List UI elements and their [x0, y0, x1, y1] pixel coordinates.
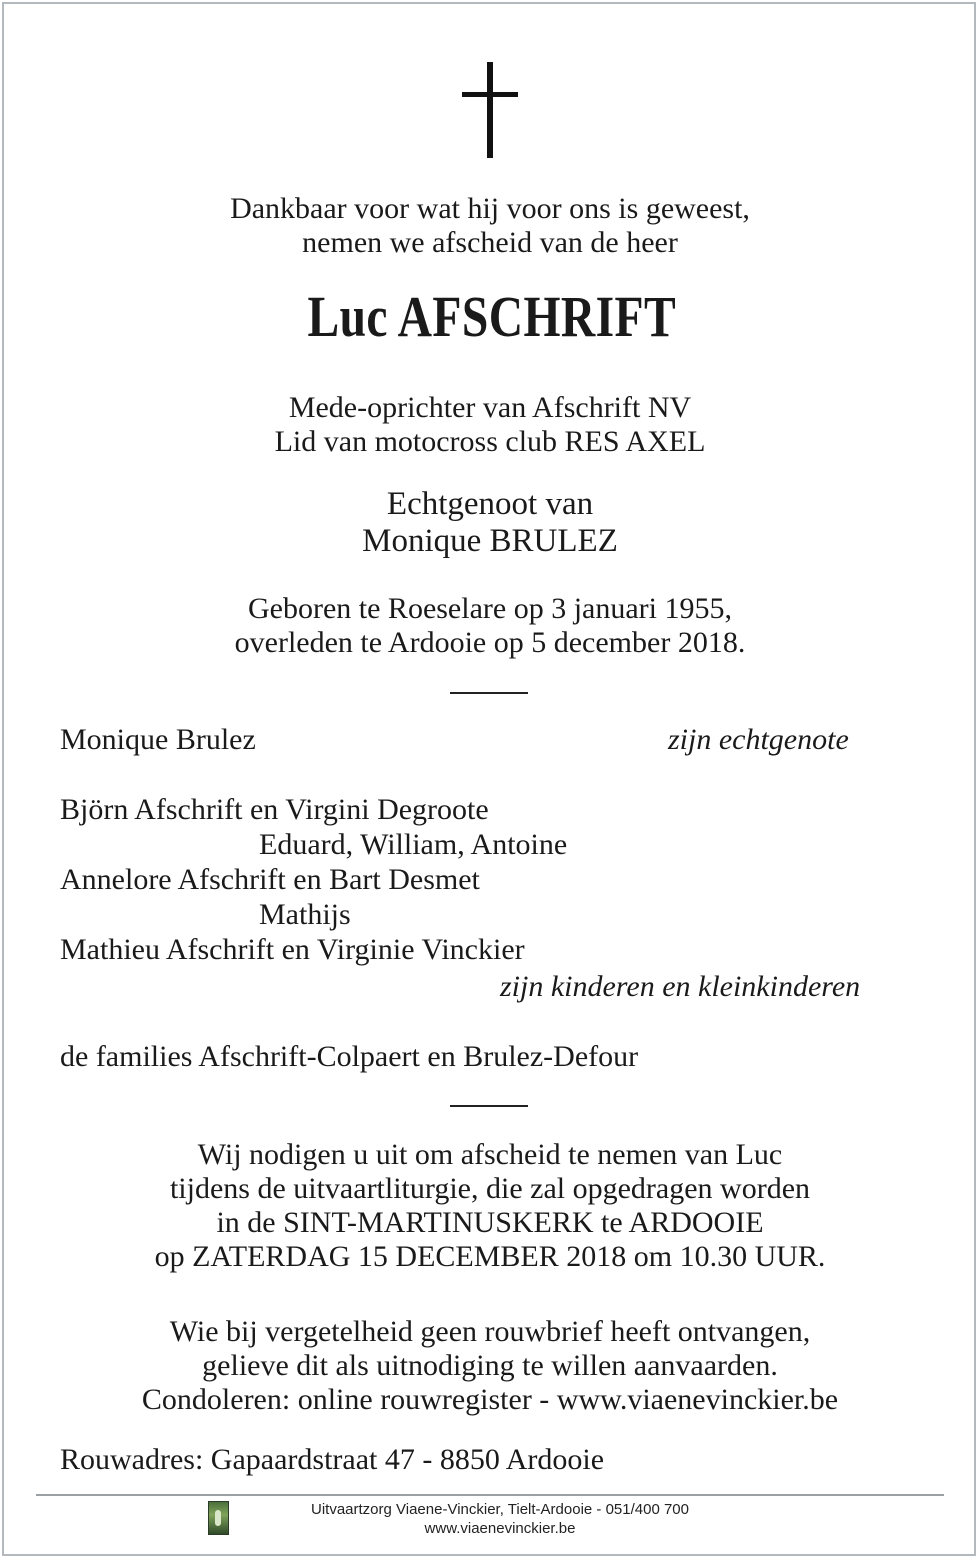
spouse-relation: zijn echtgenote: [668, 723, 849, 756]
notice-line-2: gelieve dit als uitnodiging te willen aanvaarden.: [202, 1349, 778, 1382]
cross-horizontal-bar: [462, 92, 518, 97]
ceremony-line-1: Wij nodigen u uit om afscheid te nemen van Luc: [197, 1138, 783, 1171]
notice-text: [0, 1315, 980, 1417]
intro-line-1: Dankbaar voor wat hij voor ons is geweest,: [230, 192, 750, 225]
deceased-roles: [0, 391, 980, 459]
ceremony-line-4: op ZATERDAG 15 DECEMBER 2018 om 10.30 UUR.: [154, 1240, 826, 1273]
ceremony-line-2: tijdens de uitvaartliturgie, die zal opgedragen worden: [169, 1172, 811, 1205]
role-line-1: Mede-oprichter van Afschrift NV: [288, 391, 692, 424]
died-line: overleden te Ardooie op 5 december 2018.: [234, 626, 746, 659]
ceremony-line-3: in de SINT-MARTINUSKERK te ARDOOIE: [216, 1206, 764, 1239]
footer-line-1: Uitvaartzorg Viaene-Vinckier, Tielt-Ardooie - 051/400 700: [311, 1501, 689, 1518]
deceased-name: Luc AFSCHRIFT: [307, 284, 677, 349]
spouse-label: Echtgenoot van: [386, 486, 594, 522]
families-line: de families Afschrift-Colpaert en Brulez-Defour: [60, 1040, 639, 1073]
grandchildren-2: Mathijs: [259, 898, 351, 931]
relative-spouse: Monique Brulez: [60, 723, 256, 756]
role-line-2: Lid van motocross club RES AXEL: [274, 425, 706, 458]
mourning-address: Rouwadres: Gapaardstraat 47 - 8850 Ardooie: [60, 1443, 605, 1476]
cross-vertical-bar: [487, 62, 493, 158]
child-3: Mathieu Afschrift en Virginie Vinckier: [60, 933, 525, 966]
divider: [450, 692, 528, 694]
ceremony-invitation: [0, 1138, 980, 1274]
grandchildren-1: Eduard, William, Antoine: [259, 828, 568, 861]
footer-divider: [36, 1494, 944, 1496]
life-dates: [0, 592, 980, 660]
spouse-block: [0, 486, 980, 560]
footer: [0, 1500, 980, 1538]
children-relation: zijn kinderen en kleinkinderen: [500, 970, 861, 1003]
child-1: Björn Afschrift en Virgini Degroote: [60, 793, 489, 826]
child-2: Annelore Afschrift en Bart Desmet: [60, 863, 480, 896]
notice-line-1: Wie bij vergetelheid geen rouwbrief heeft ontvangen,: [169, 1315, 811, 1348]
divider: [450, 1105, 528, 1107]
footer-website: www.viaenevinckier.be: [424, 1520, 576, 1537]
notice-line-3: Condoleren: online rouwregister - www.viaenevinckier.be: [141, 1383, 839, 1416]
intro-line-2: nemen we afscheid van de heer: [302, 226, 678, 259]
born-line: Geboren te Roeselare op 3 januari 1955,: [248, 592, 732, 625]
spouse-name: Monique BRULEZ: [362, 523, 618, 559]
intro-text: [0, 192, 980, 260]
